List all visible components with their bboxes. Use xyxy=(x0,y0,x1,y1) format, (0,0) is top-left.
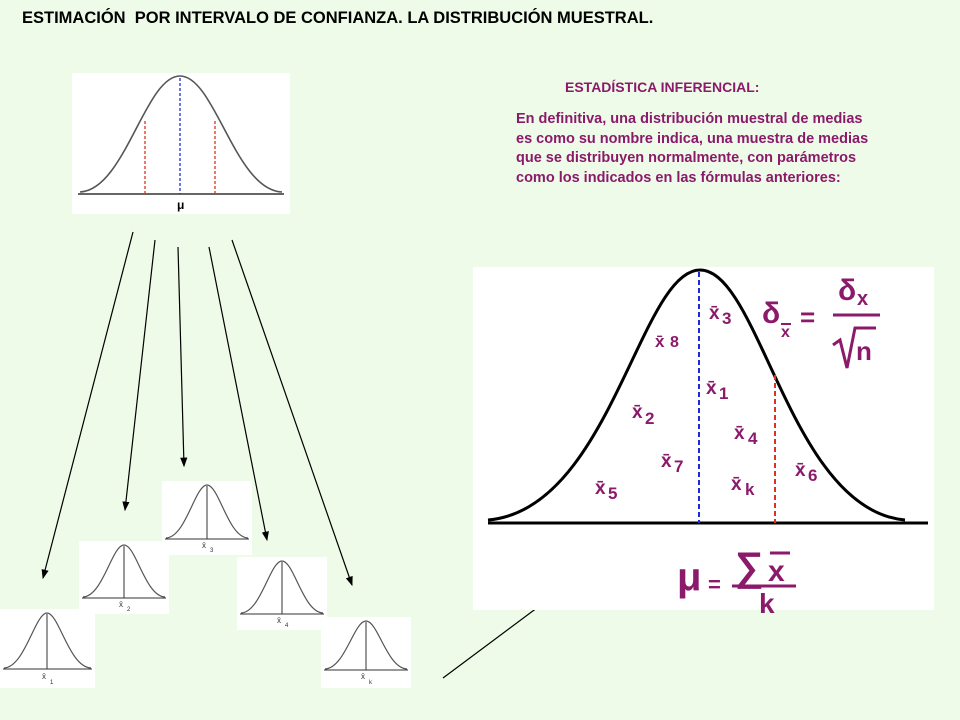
svg-text:x̄: x̄ xyxy=(709,303,720,324)
sample-4-sub: 4 xyxy=(285,623,289,629)
section-heading: ESTADÍSTICA INFERENCIAL: xyxy=(565,79,760,95)
point-x6: 6 xyxy=(808,466,818,485)
mean-mu: μ xyxy=(677,555,702,599)
std-n: n xyxy=(856,336,872,366)
svg-text:x̄: x̄ xyxy=(731,474,742,495)
point-x8: 8 xyxy=(670,334,679,351)
svg-text:x̄: x̄ xyxy=(119,600,123,609)
population-mean-label: μ xyxy=(177,198,185,212)
point-x3: 3 xyxy=(722,309,732,328)
sample-1-sub: 1 xyxy=(50,680,54,686)
sampling-distribution-panel xyxy=(473,267,934,610)
svg-text:x̄: x̄ xyxy=(361,672,365,681)
svg-text:x̄: x̄ xyxy=(595,478,606,499)
page-title: ESTIMACIÓN POR INTERVALO DE CONFIANZA. LA DISTRIBUCIÓN MUESTRAL. xyxy=(22,9,654,27)
std-equals: = xyxy=(800,302,816,332)
point-x7: 7 xyxy=(674,457,684,476)
sample-3-sub: 3 xyxy=(210,548,214,554)
arrow-to-sample-3 xyxy=(178,247,184,466)
std-sigma-sub: x xyxy=(781,324,790,341)
svg-text:x̄: x̄ xyxy=(42,672,46,681)
svg-text:x̄: x̄ xyxy=(734,423,745,444)
point-x1: 1 xyxy=(719,384,729,403)
svg-text:x̄: x̄ xyxy=(202,541,206,550)
mean-x: x xyxy=(768,555,785,588)
point-x5: 5 xyxy=(608,484,618,503)
point-x2: 2 xyxy=(645,409,655,428)
population-panel xyxy=(72,73,290,214)
sample-panel-k xyxy=(321,617,411,688)
svg-text:x̄: x̄ xyxy=(706,378,717,399)
svg-text:x̄: x̄ xyxy=(795,460,806,481)
sample-panel-2 xyxy=(79,541,169,614)
sample-2-sub: 2 xyxy=(127,607,131,613)
mean-sum: ∑ xyxy=(735,545,764,589)
std-numerator-sub: x xyxy=(857,288,869,310)
sample-panel-4 xyxy=(237,557,327,630)
sample-panel-3 xyxy=(162,481,252,555)
mean-equals: = xyxy=(708,572,721,597)
arrow-to-sample-2 xyxy=(125,240,155,510)
svg-text:x̄: x̄ xyxy=(661,451,672,472)
sample-panel-1 xyxy=(0,609,95,688)
sample-k-sub: k xyxy=(369,680,372,686)
std-sigma: δ xyxy=(762,297,781,330)
std-numerator: δ xyxy=(838,274,857,307)
point-xk: k xyxy=(745,480,755,499)
svg-text:x̄: x̄ xyxy=(655,332,665,351)
arrow-to-sample-1 xyxy=(43,232,133,578)
explanation-text: En definitiva, una distribución muestral de medias es como su nombre indica, una muestra de medias que se distribuyen normalmente, con parámetros como los indicados en las fórmulas anteriores: xyxy=(516,111,869,186)
point-x4: 4 xyxy=(748,429,758,448)
mean-k: k xyxy=(759,588,775,619)
svg-text:x̄: x̄ xyxy=(277,616,281,625)
svg-text:x̄: x̄ xyxy=(632,402,643,423)
